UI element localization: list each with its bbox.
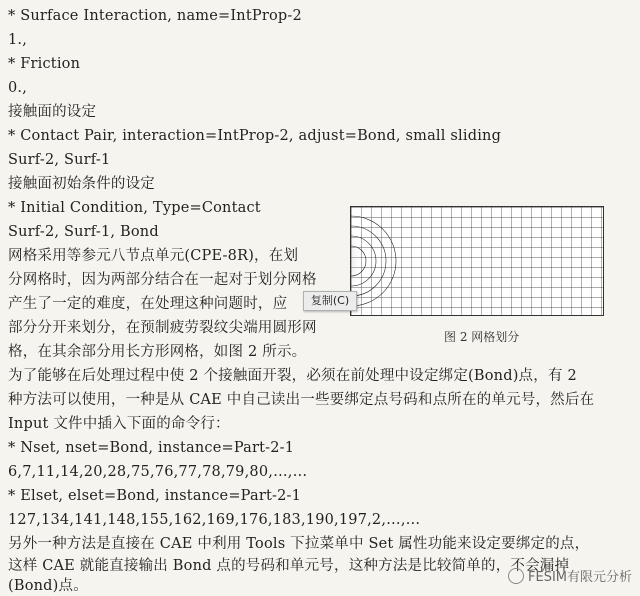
- code-line-8: Surf-2, Surf-1, Bond: [8, 224, 159, 240]
- para2-line-2: 种方法可以使用，一种是从 CAE 中自己读出一些要绑定点号码和点所在的单元号，然后在: [8, 392, 595, 408]
- code-line-12: 127,134,141,148,155,162,169,176,183,190,197,2,…,…: [8, 512, 421, 528]
- para2-line-1: 为了能够在后处理过程中使 2 个接触面开裂，必须在前处理中设定绑定(Bond)点，有 2: [8, 368, 577, 384]
- code-line-9: * Nset, nset=Bond, instance=Part-2-1: [8, 440, 295, 456]
- para1-line-3: 产生了一定的难度，在处理这种问题时，应: [8, 296, 288, 312]
- para2-line-3: Input 文件中插入下面的命令行：: [8, 416, 230, 432]
- code-line-2: 1.,: [8, 32, 28, 48]
- para1-line-5: 格，在其余部分用长方形网格，如图 2 所示。: [8, 344, 307, 360]
- para1-line-4: 部分分开来划分，在预制疲劳裂纹尖端用圆形网: [8, 320, 317, 336]
- watermark-text: FESIM有限元分析: [528, 570, 632, 585]
- code-line-6: Surf-2, Surf-1: [8, 152, 111, 168]
- para3-line-3: (Bond)点。: [8, 578, 88, 594]
- code-line-5: * Contact Pair, interaction=IntProp-2, adjust=Bond, small sliding: [8, 128, 502, 144]
- para1-line-1: 网格采用等参元八节点单元(CPE-8R)，在划: [8, 248, 299, 264]
- code-line-11: * Elset, elset=Bond, instance=Part-2-1: [8, 488, 302, 504]
- para1-line-2: 分网格时，因为两部分结合在一起对于划分网格: [8, 272, 317, 288]
- code-line-7: * Initial Condition, Type=Contact: [8, 200, 261, 216]
- mesh-figure: [350, 206, 604, 316]
- section-label-1: 接触面的设定: [8, 104, 97, 120]
- code-line-4: 0.,: [8, 80, 28, 96]
- code-line-1: * Surface Interaction, name=IntProp-2: [8, 8, 302, 24]
- section-label-2: 接触面初始条件的设定: [8, 176, 155, 192]
- code-line-10: 6,7,11,14,20,28,75,76,77,78,79,80,…,…: [8, 464, 308, 480]
- para3-line-2: 这样 CAE 就能直接输出 Bond 点的号码和单元号，这种方法是比较简单的，不会漏掉: [8, 558, 570, 574]
- code-line-3: * Friction: [8, 56, 81, 72]
- para3-line-1: 另外一种方法是直接在 CAE 中利用 Tools 下拉菜单中 Set 属性功能来设定要绑定的点，: [8, 536, 590, 552]
- watermark: [508, 566, 632, 585]
- mesh-grid: [351, 207, 603, 315]
- figure-caption: 图 2 网格划分: [444, 330, 520, 344]
- copy-menu-item[interactable]: 复制(C): [303, 291, 357, 311]
- wechat-icon: [508, 568, 524, 584]
